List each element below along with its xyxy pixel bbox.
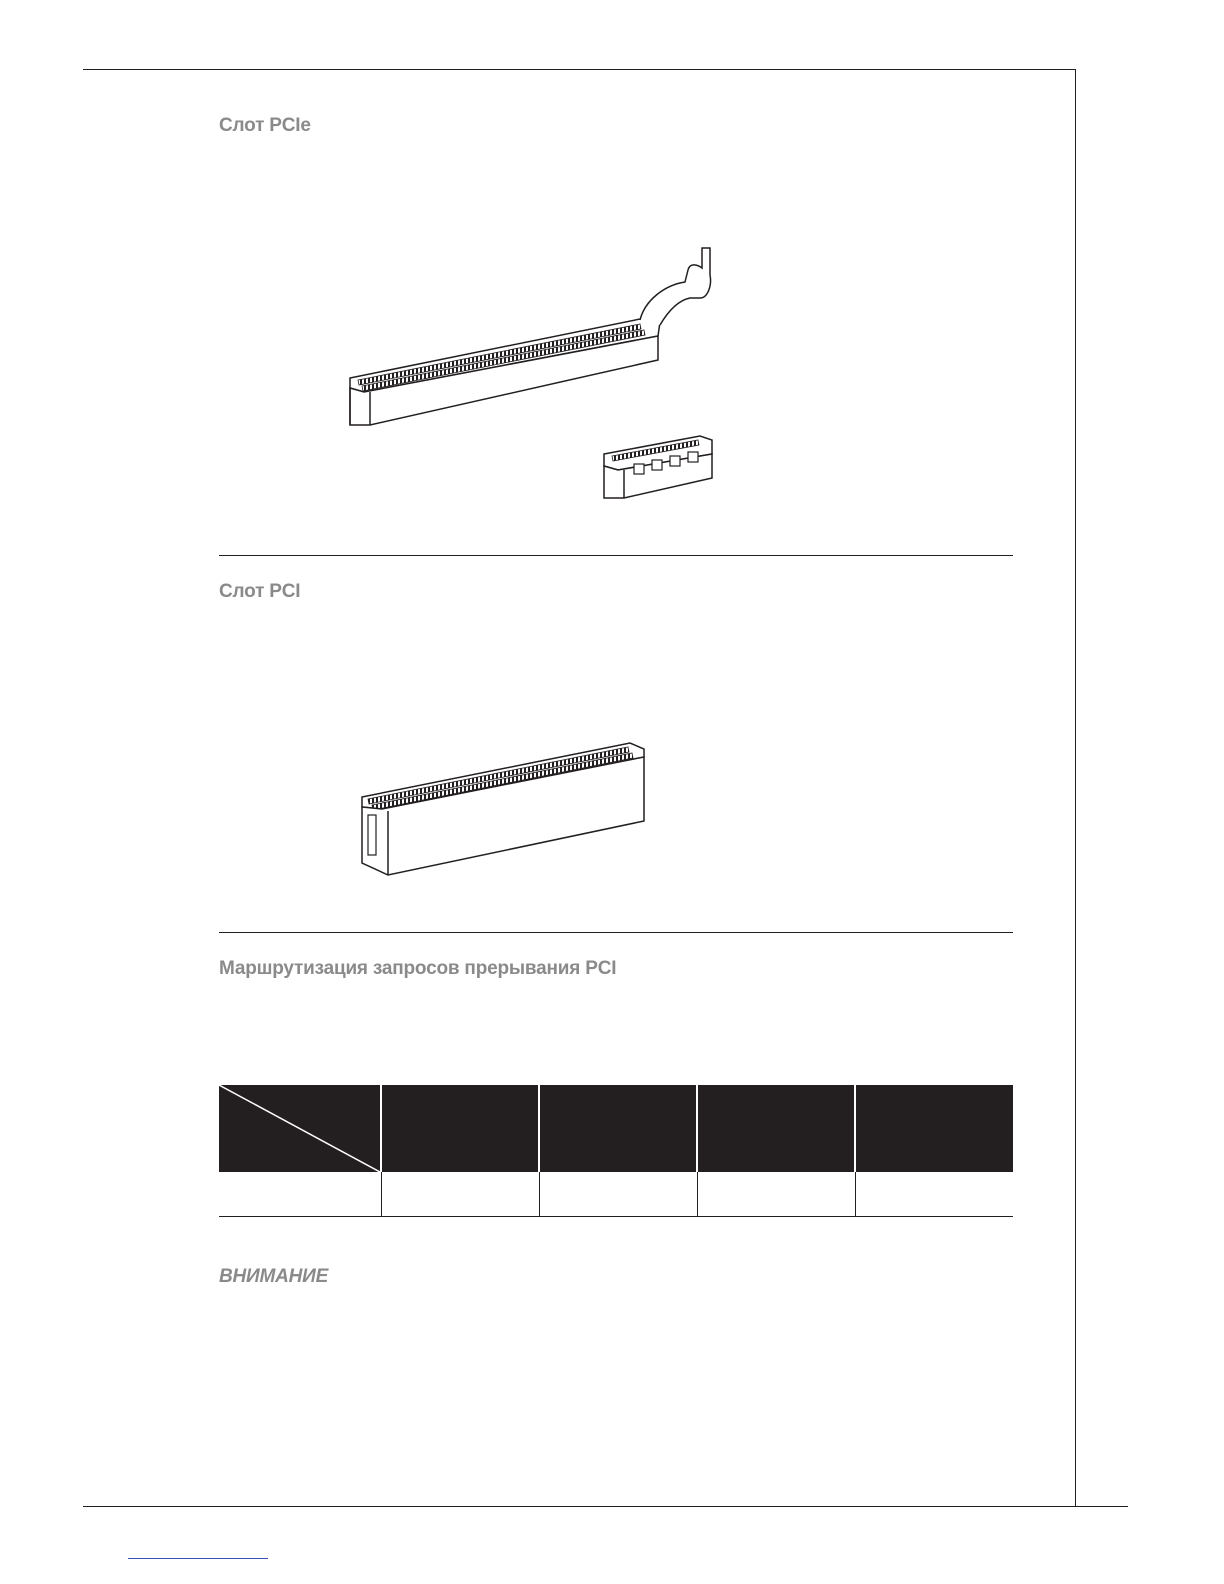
irq-section-title: Маршрутизация запросов прерывания PCI <box>219 958 617 979</box>
table-cell <box>381 1172 539 1217</box>
irq-routing-table <box>219 1085 1013 1217</box>
pci-section-title: Слот PCI <box>219 581 301 602</box>
table-cell <box>697 1172 855 1217</box>
note-title: ВНИМАНИЕ <box>219 1266 329 1287</box>
table-header-cell <box>855 1085 1013 1172</box>
table-cell <box>855 1172 1013 1217</box>
section-divider <box>219 932 1013 933</box>
table-cell <box>539 1172 697 1217</box>
table-header-cell <box>381 1085 539 1172</box>
pcie-section-title: Слот PCIe <box>219 115 311 136</box>
diagonal-divider <box>219 1085 380 1172</box>
page-frame-bottom-rule <box>83 1506 1128 1507</box>
table-cell <box>219 1172 381 1217</box>
footer-link-underline[interactable] <box>128 1558 268 1559</box>
pcie-x16-slot-illustration <box>340 240 730 430</box>
table-corner-header <box>219 1085 381 1172</box>
page-frame-right-rule <box>1075 69 1076 1507</box>
table-row <box>219 1172 1013 1217</box>
section-divider <box>219 555 1013 556</box>
page-frame-top-rule <box>83 69 1076 70</box>
table-header-cell <box>697 1085 855 1172</box>
pci-slot-illustration <box>352 735 652 880</box>
table-header-cell <box>539 1085 697 1172</box>
pcie-x1-slot-illustration <box>598 430 718 502</box>
